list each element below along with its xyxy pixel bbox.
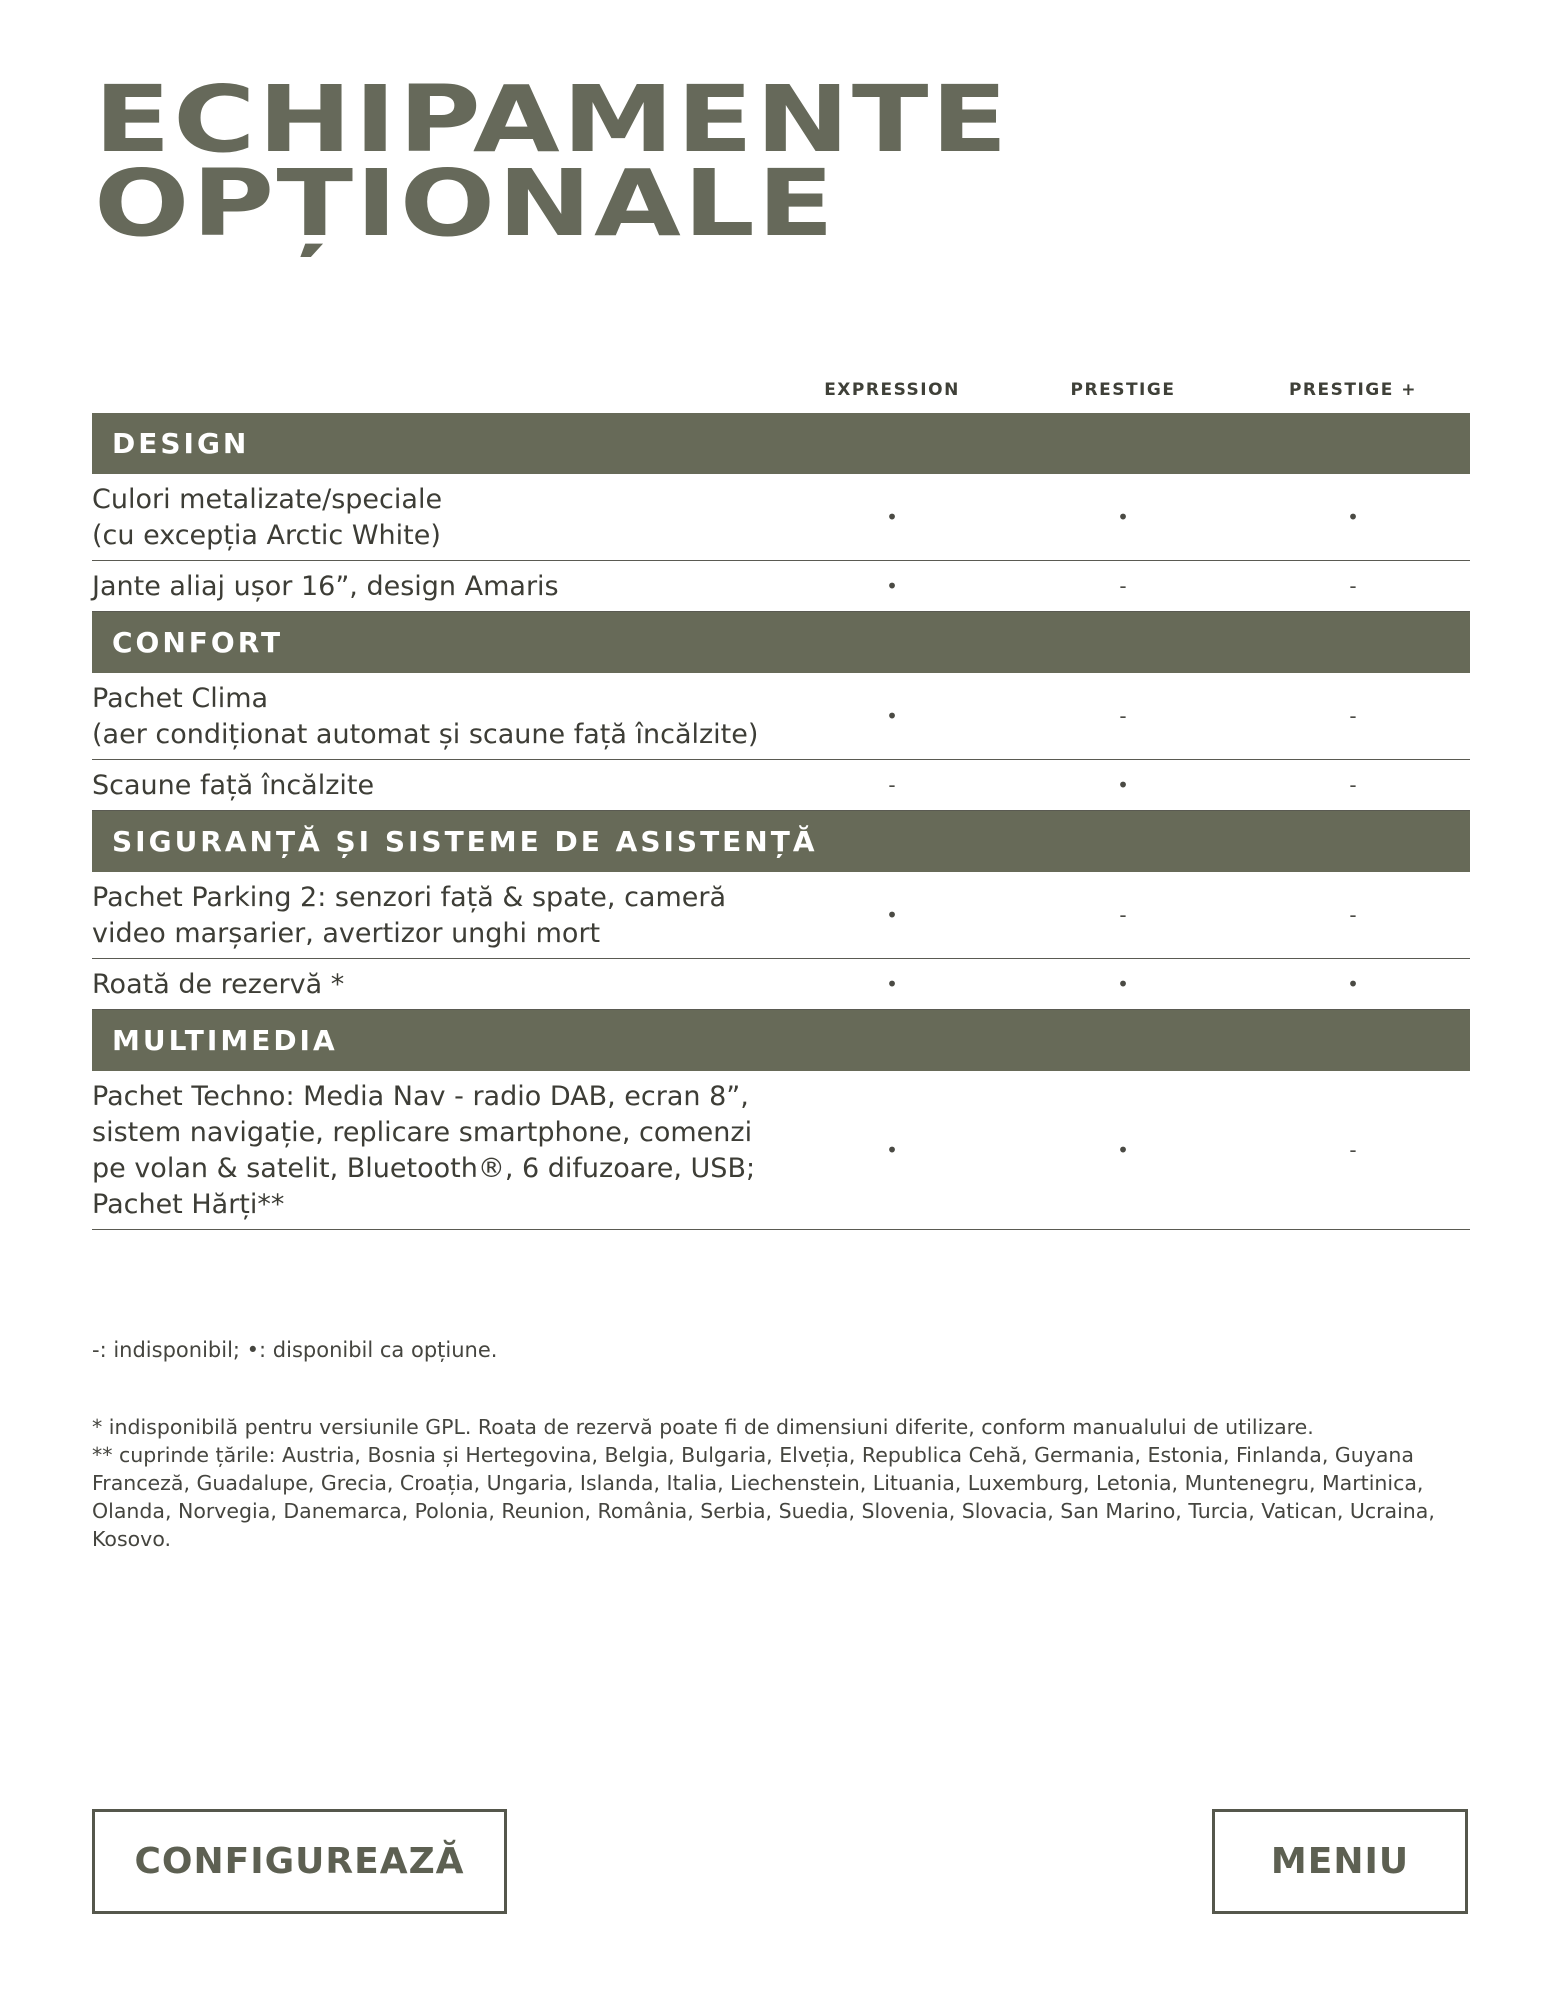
row-label: Pachet Clima (aer condiționat automat și scaune față încălzite)	[92, 683, 759, 750]
configure-button[interactable]: CONFIGUREAZĂ	[92, 1809, 507, 1914]
row-label: Culori metalizate/speciale (cu excepția Arctic White)	[92, 484, 443, 551]
section-header-siguranta: SIGURANȚĂ ȘI SISTEME DE ASISTENȚĂ	[92, 811, 1470, 872]
column-header-prestige: PRESTIGE	[1070, 380, 1176, 400]
availability-prestige-plus: -	[1349, 704, 1357, 728]
availability-prestige-plus: -	[1349, 773, 1357, 797]
availability-expression: -	[888, 773, 896, 797]
footnote-map-countries: ** cuprinde țările: Austria, Bosnia și Hertegovina, Belgia, Bulgaria, Elveția, Republica Cehă, Germania, Estonia, Finlanda, Guyana Franceză, Guadalupe, Grecia, Croația, Ungaria, Islanda, Italia, Liechenstein, Lituania, Luxemburg, Letonia, Muntenegru, Martinica, Olanda, Norvegia, Danemarca, Polonia, Reunion, România, Serbia, Suedia, Slovenia, Slovacia, San Marino, Turcia, Vatican, Ucraina, Kosovo.	[92, 1443, 1435, 1551]
footnotes	[92, 1413, 1472, 1553]
availability-expression: •	[886, 704, 898, 728]
row-label: Scaune față încălzite	[92, 770, 375, 801]
table-row	[92, 1071, 1470, 1230]
availability-prestige: -	[1119, 903, 1127, 927]
availability-expression: •	[886, 574, 898, 598]
section-header-design: DESIGN	[92, 413, 1470, 474]
availability-expression: •	[886, 505, 898, 529]
table-row	[92, 474, 1470, 561]
table-row	[92, 959, 1470, 1010]
table-row	[92, 872, 1470, 959]
availability-prestige: •	[1117, 773, 1129, 797]
availability-expression: •	[886, 1138, 898, 1162]
table-row	[92, 760, 1470, 811]
availability-prestige: •	[1117, 505, 1129, 529]
availability-prestige-plus: -	[1349, 903, 1357, 927]
column-headers	[92, 360, 1470, 413]
row-label: Pachet Techno: Media Nav - radio DAB, ecran 8”, sistem navigație, replicare smartphone, comenzi pe volan & satelit, Bluetooth®, 6 difuzoare, USB; Pachet Hărți**	[92, 1081, 756, 1220]
availability-prestige-plus: •	[1347, 972, 1359, 996]
availability-prestige: •	[1117, 972, 1129, 996]
availability-expression: •	[886, 972, 898, 996]
availability-expression: •	[886, 903, 898, 927]
options-table	[92, 360, 1470, 1230]
availability-prestige-plus: -	[1349, 574, 1357, 598]
row-label: Pachet Parking 2: senzori față & spate, cameră video marșarier, avertizor unghi mort	[92, 882, 727, 949]
availability-prestige-plus: •	[1347, 505, 1359, 529]
availability-prestige-plus: -	[1349, 1138, 1357, 1162]
column-header-expression: EXPRESSION	[824, 380, 960, 400]
page-title-line-2: OPȚIONALE	[94, 150, 837, 257]
page-title	[94, 66, 1010, 257]
availability-prestige: -	[1119, 704, 1127, 728]
footnote-spare-wheel: * indisponibilă pentru versiunile GPL. Roata de rezervă poate fi de dimensiuni diferite, conform manualului de utilizare.	[92, 1415, 1314, 1439]
menu-button[interactable]: MENIU	[1212, 1809, 1468, 1914]
availability-legend: -: indisponibil; •: disponibil ca opțiune.	[92, 1338, 498, 1362]
table-row	[92, 673, 1470, 760]
table-row	[92, 561, 1470, 612]
section-header-multimedia: MULTIMEDIA	[92, 1010, 1470, 1071]
column-header-prestige-plus: PRESTIGE +	[1288, 380, 1418, 400]
availability-prestige: •	[1117, 1138, 1129, 1162]
availability-prestige: -	[1119, 574, 1127, 598]
section-header-confort: CONFORT	[92, 612, 1470, 673]
row-label: Roată de rezervă *	[92, 969, 345, 1000]
row-label: Jante aliaj ușor 16”, design Amaris	[92, 571, 559, 602]
page-title-line-1: ECHIPAMENTE	[94, 66, 1010, 173]
